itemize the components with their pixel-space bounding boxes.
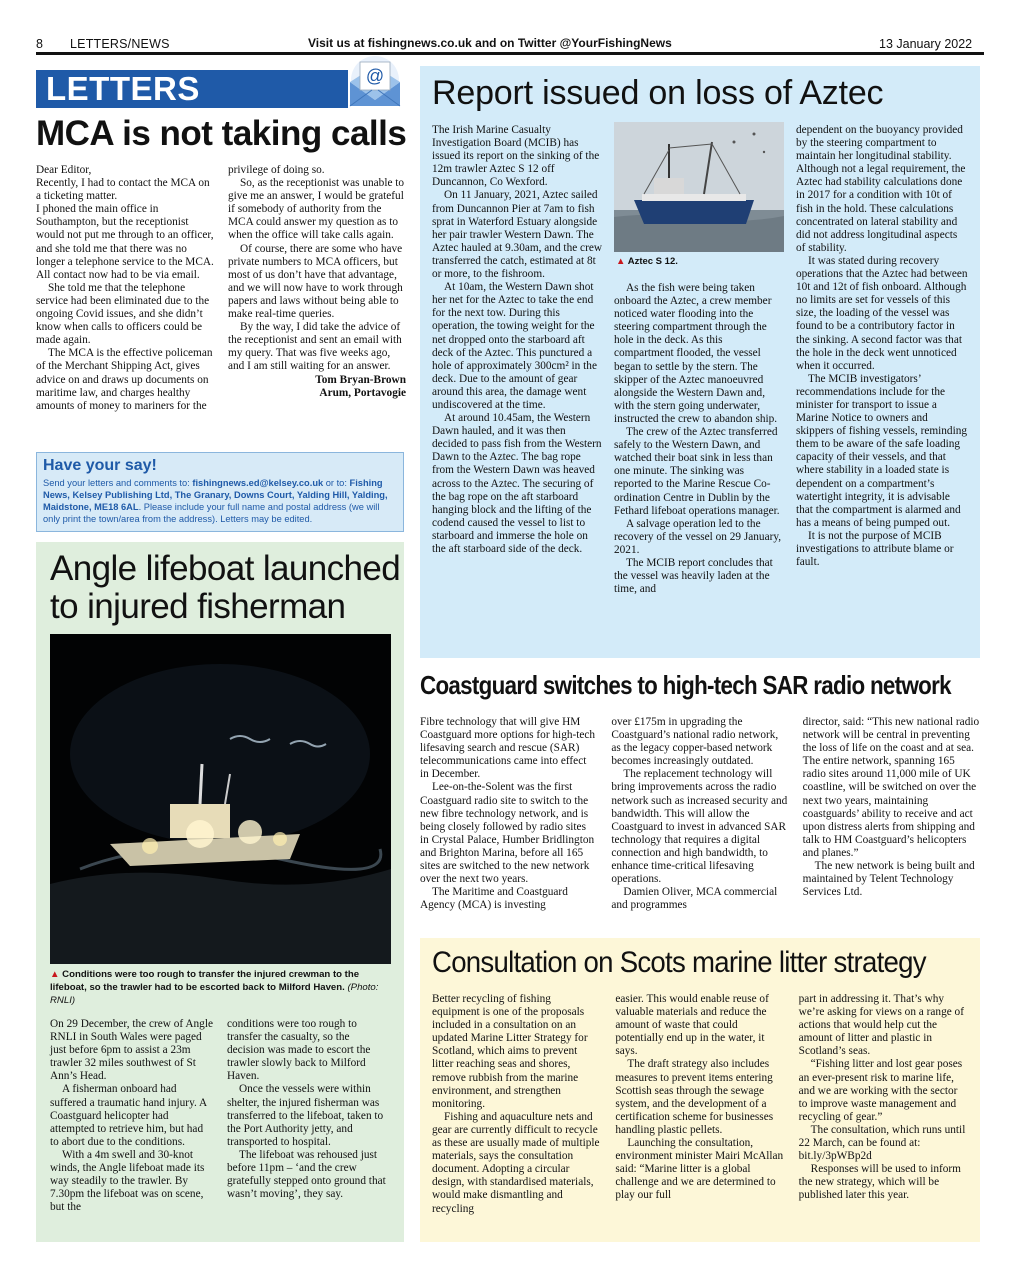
coastguard-paragraph: The Maritime and Coastguard Agency (MCA) is investing <box>420 886 568 912</box>
coastguard-paragraph: Damien Oliver, MCA commercial and programmes <box>611 886 778 912</box>
scots-column-3 <box>799 993 968 1216</box>
have-your-say-box <box>36 452 404 532</box>
coastguard-paragraph: Fibre technology that will give HM Coastguard more options for high-tech lifesaving search and rescue (SAR) telecommunications came into effect in December. <box>420 716 596 781</box>
aztec-caption-text: Aztec S 12. <box>627 256 678 267</box>
hys-text-1: Send your letters and comments to: <box>43 478 193 488</box>
letters-banner-label: LETTERS <box>46 70 200 107</box>
aztec-headline: Report issued on loss of Aztec <box>432 74 884 112</box>
aztec-column-3 <box>796 124 968 569</box>
issue-date: 13 January 2022 <box>879 37 973 51</box>
lifeboat-headline <box>50 550 400 626</box>
letter-paragraph: I phoned the main office in Southampton, but the receptionist would not put me through to an officer, and she told me that there was no longer a telephone service to the MCA. All contact now had to be via email. <box>36 203 214 281</box>
scots-paragraph: easier. This would enable reuse of valuable materials and reduce the amount of waste that could potentially end up in the water, it says. <box>615 993 769 1058</box>
letter-paragraph: Of course, there are some who have private numbers to MCA officers, but most of us don’t have that advantage, and we will now have to work through papers and laws without being able to make real-time queries. <box>228 242 403 321</box>
aztec-paragraph: The Irish Marine Casualty Investigation Board (MCIB) has issued its report on the sinking of the 12m trawler Aztec S 12 off Duncannon, Co Wexford. <box>432 124 600 189</box>
aztec-paragraph: It is not the purpose of MCIB investigations to attribute blame or fault. <box>796 529 954 569</box>
lifeboat-paragraph: The lifeboat was rehoused just before 11pm – ‘and the crew gratefully stepped onto ground that wasn’t moving’, they say. <box>227 1148 386 1201</box>
coastguard-column-3 <box>803 716 980 928</box>
aztec-paragraph: At around 10.45am, the Western Dawn hauled, and it was then decided to pass fish from the Western Dawn to the Aztec. The bag rope from the Western Dawn was heaved across to the Aztec. The securing of the bag rope on the aft starboard hanging block and the lifting of the codend caused the vessel to list to starboard and immerse the hole on the aft starboard side of the deck. <box>432 412 602 555</box>
have-your-say-text <box>43 477 397 525</box>
aztec-column-2 <box>614 282 784 596</box>
lifeboat-paragraph: On 29 December, the crew of Angle RNLI in South Wales were paged just before 6pm to assist a 23m trawler 32 miles southwest of St Ann’s Head. <box>50 1018 213 1083</box>
coastguard-body <box>420 716 980 928</box>
scots-headline: Consultation on Scots marine litter strategy <box>432 946 926 979</box>
lifeboat-headline-line-1: Angle lifeboat launched <box>50 549 401 588</box>
letter-paragraph: Recently, I had to contact the MCA on a ticketing matter. <box>36 177 210 203</box>
aztec-paragraph: The MCIB investigators’ recommendations include for the minister for transport to issue a Marine Notice to owners and skippers of fishing vessels, reminding them to be aware of the safe loading capacity of their vessels, and that where stability in a loaded state is dependent on a compartment’s watertight integrity, it is advisable that the compartment is alarmed and has a means of being pumped out. <box>796 372 968 529</box>
lifeboat-column-2 <box>227 1018 390 1214</box>
letters-headline: MCA is not taking calls <box>36 114 407 153</box>
page-number: 8 <box>36 37 43 51</box>
aztec-paragraph: dependent on the buoyancy provided by the steering compartment to maintain her longitudinal stability. Although not a legal requirement, the Aztec had stability calculations done in 2017 for a condition with 10t of fish in the hold. These calculations concentrated on lateral stability and did not address longitudinal aspects of stability. <box>796 124 966 254</box>
letter-paragraph: The MCA is the effective policeman of the Merchant Shipping Act, gives advice on and draws up documents on maritime law, and charges healthy amounts of money to mariners for the <box>36 347 213 412</box>
caption-arrow-icon: ▲ <box>50 969 63 980</box>
caption-arrow-icon: ▲ <box>616 256 628 267</box>
letter-column-2 <box>228 164 406 446</box>
aztec-column-1 <box>432 124 602 556</box>
coastguard-paragraph: The new network is being built and maintained by Telent Technology Services Ltd. <box>802 860 975 899</box>
scots-paragraph: “Fishing litter and lost gear poses an ever-present risk to marine life, and we are working with the sector to improve waste management and recycling of gear.” <box>798 1058 963 1123</box>
aztec-photo-caption <box>616 256 678 267</box>
letter-paragraph: So, as the receptionist was unable to give me an answer, I would be grateful if somebody of authority from the MCA could answer my question as to when the office will take calls again. <box>228 177 405 242</box>
coastguard-paragraph: The replacement technology will bring improvements across the radio network such as increased security and bandwidth. This will allow the Coastguard to invest in advanced SAR technology that requires a digital connection and high bandwidth, to enhance time-critical lifesaving operations. <box>611 768 788 886</box>
lifeboat-caption-text: Conditions were too rough to transfer the injured crewman to the lifeboat, so the trawler had to be escorted back to Milford Haven. <box>50 969 360 993</box>
aztec-paragraph: At 10am, the Western Dawn shot her net for the Aztec to take the end for the next tow. During this operation, the towing weight for the net dropped onto the starboard aft deck of the Aztec. This punctured a hole of approximately 300cm² in the deck. Due to the amount of gear around this area, the damage went undiscovered at the time. <box>432 281 597 411</box>
scots-body <box>432 993 968 1216</box>
coastguard-column-1 <box>420 716 597 928</box>
aztec-paragraph: The crew of the Aztec transferred safely to the Western Dawn, and watched their boat sink in less than one minute. The sinking was reported to the Marine Rescue Co-ordination Centre in Dublin by the Fethard lifeboat operations manager. <box>614 426 780 517</box>
hys-postal-address: Fishing News, Kelsey Publishing Ltd, The Granary, Downs Court, Yalding Hill, Yalding, Maidstone, ME18 6AL <box>43 478 388 512</box>
svg-text:@: @ <box>365 66 385 86</box>
aztec-paragraph: The MCIB report concludes that the vessel was heavily laden at the time, and <box>614 556 773 596</box>
coastguard-paragraph: over £175m in upgrading the Coastguard’s national radio network, as the legacy copper-based network becomes increasingly outdated. <box>611 716 779 768</box>
lifeboat-paragraph: Once the vessels were within shelter, the injured fisherman was transferred to the lifeboat, taken to the Port Authority jetty, and transported to hospital. <box>227 1083 384 1148</box>
coastguard-paragraph: Lee-on-the-Solent was the first Coastguard radio site to switch to the new fibre technology network, and is being closely followed by radio sites in Crystal Palace, Humber Bridlington and Brighton Marina, before all 165 sites are switched to the new network over the next two years. <box>420 781 595 886</box>
hys-email-link[interactable]: fishingnews.ed@kelsey.co.uk <box>192 478 324 488</box>
letter-paragraph: Dear Editor, <box>36 164 92 176</box>
letter-body <box>36 164 406 446</box>
lifeboat-paragraph: A fisherman onboard had suffered a traumatic hand injury. A Coastguard helicopter had attempted to retrieve him, but had to abort due to the conditions. <box>50 1083 207 1148</box>
lifeboat-photo-caption <box>50 968 390 1007</box>
scots-paragraph: Responses will be used to inform the new strategy, which will be published later this year. <box>798 1163 961 1202</box>
section-label: LETTERS/NEWS <box>70 37 170 51</box>
scots-column-1 <box>432 993 601 1216</box>
hys-text-3: . Please include your full name and postal address (we will only print the town/area from the address). Letters may be edited. <box>43 502 380 524</box>
coastguard-paragraph: director, said: “This new national radio network will be central in preventing the loss of life on the coast and at sea. The entire network, spanning 165 radio sites around 11,000 mile of UK coastline, will be switched on over the next two years, maintaining coastguards’ ability to receive and act upon distress alerts from shipping and talk to HM Coastguard’s helicopters and planes.” <box>802 716 980 859</box>
coastguard-headline: Coastguard switches to high-tech SAR radio network <box>420 670 951 700</box>
lifeboat-photo-credit: (Photo: RNLI) <box>50 982 379 1006</box>
letter-signature-place: Arum, Portavogie <box>319 386 406 399</box>
have-your-say-title: Have your say! <box>43 457 157 474</box>
letters-banner <box>36 70 348 108</box>
lifeboat-night-photo <box>50 634 391 964</box>
scots-paragraph: The consultation, which runs until 22 March, can be found at: bit.ly/3pWBp2d <box>798 1123 966 1163</box>
scots-paragraph: Better recycling of fishing equipment is one of the proposals included in a consultation on an updated Marine Litter Strategy for Scotland, which aims to prevent litter reaching seas and shores, remove rubbish from the marine environment, and strengthen monitoring. <box>432 993 588 1110</box>
lifeboat-headline-line-2: to injured fisherman <box>50 587 346 626</box>
scots-paragraph: Fishing and aquaculture nets and gear are currently difficult to recycle as these are usually made of multiple materials, says the consultation document. Adopting a circular design, with standardised materials, would make dismantling and recycling <box>432 1110 600 1215</box>
scots-column-2 <box>615 993 784 1216</box>
lifeboat-body <box>50 1018 390 1214</box>
header-visit-text: Visit us at fishingnews.co.uk and on Twitter @YourFishingNews <box>308 36 672 50</box>
aztec-paragraph: A salvage operation led to the recovery of the vessel on 29 January, 2021. <box>614 517 782 556</box>
letter-paragraph: privilege of doing so. <box>228 164 325 176</box>
letter-paragraph: She told me that the telephone service had been eliminated due to the ongoing Covid issues, and she didn’t know when calls to officers could be made again. <box>36 281 210 347</box>
scots-paragraph: Launching the consultation, environment minister Mairi McAllan said: “Marine litter is a global challenge and we are determined to play our full <box>615 1137 784 1202</box>
lifeboat-paragraph: With a 4m swell and 30-knot winds, the Angle lifeboat made its way steadily to the trawler. By 7.30pm the lifeboat was on scene, but the <box>50 1148 205 1214</box>
letter-column-1 <box>36 164 214 446</box>
aztec-trawler-photo <box>614 122 784 252</box>
header-rule <box>36 52 984 55</box>
aztec-paragraph: It was stated during recovery operations that the Aztec had between 10t and 12t of fish onboard. Although no limits are set for vessels of this size, the loading of the vessel was found to be a contributory factor in the sinking. A second factor was that the hole in the deck went unnoticed when it occurred. <box>796 254 968 372</box>
lifeboat-column-1 <box>50 1018 213 1214</box>
scots-paragraph: part in addressing it. That’s why we’re asking for views on a range of actions that would help cut the amount of litter and plastic in Scotland’s seas. <box>798 993 964 1058</box>
aztec-paragraph: As the fish were being taken onboard the Aztec, a crew member noticed water flooding into the steering compartment through the hole in the deck. As this compartment flooded, the vessel began to settle by the stern. The skipper of the Aztec manoeuvred alongside the Western Dawn and, with the stern going underwater, instructed the crew to abandon ship. <box>614 282 778 425</box>
letter-paragraph: By the way, I did take the advice of the receptionist and sent an email with my query. That was five weeks ago, and I am still waiting for an answer. <box>228 321 402 373</box>
coastguard-column-2 <box>611 716 788 928</box>
scots-paragraph: The draft strategy also includes measures to prevent items entering Scottish seas through the sewage system, and the development of a certification scheme for businesses handling plastic pellets. <box>615 1058 774 1136</box>
hys-text-2: or to: <box>323 478 350 488</box>
email-envelope-icon <box>342 52 408 112</box>
lifeboat-paragraph: conditions were too rough to transfer the casualty, so the decision was made to escort the trawler slowly back to Milford Haven. <box>227 1018 371 1083</box>
letter-signature-name: Tom Bryan-Brown <box>315 373 406 386</box>
aztec-paragraph: On 11 January, 2021, Aztec sailed from Duncannon Pier at 7am to fish sprat in Waterford Estuary alongside her pair trawler Western Dawn. The Aztec hauled at 9.30am, and the crew transferred the catch, estimated at 8t or more, to the fishroom. <box>432 189 603 281</box>
